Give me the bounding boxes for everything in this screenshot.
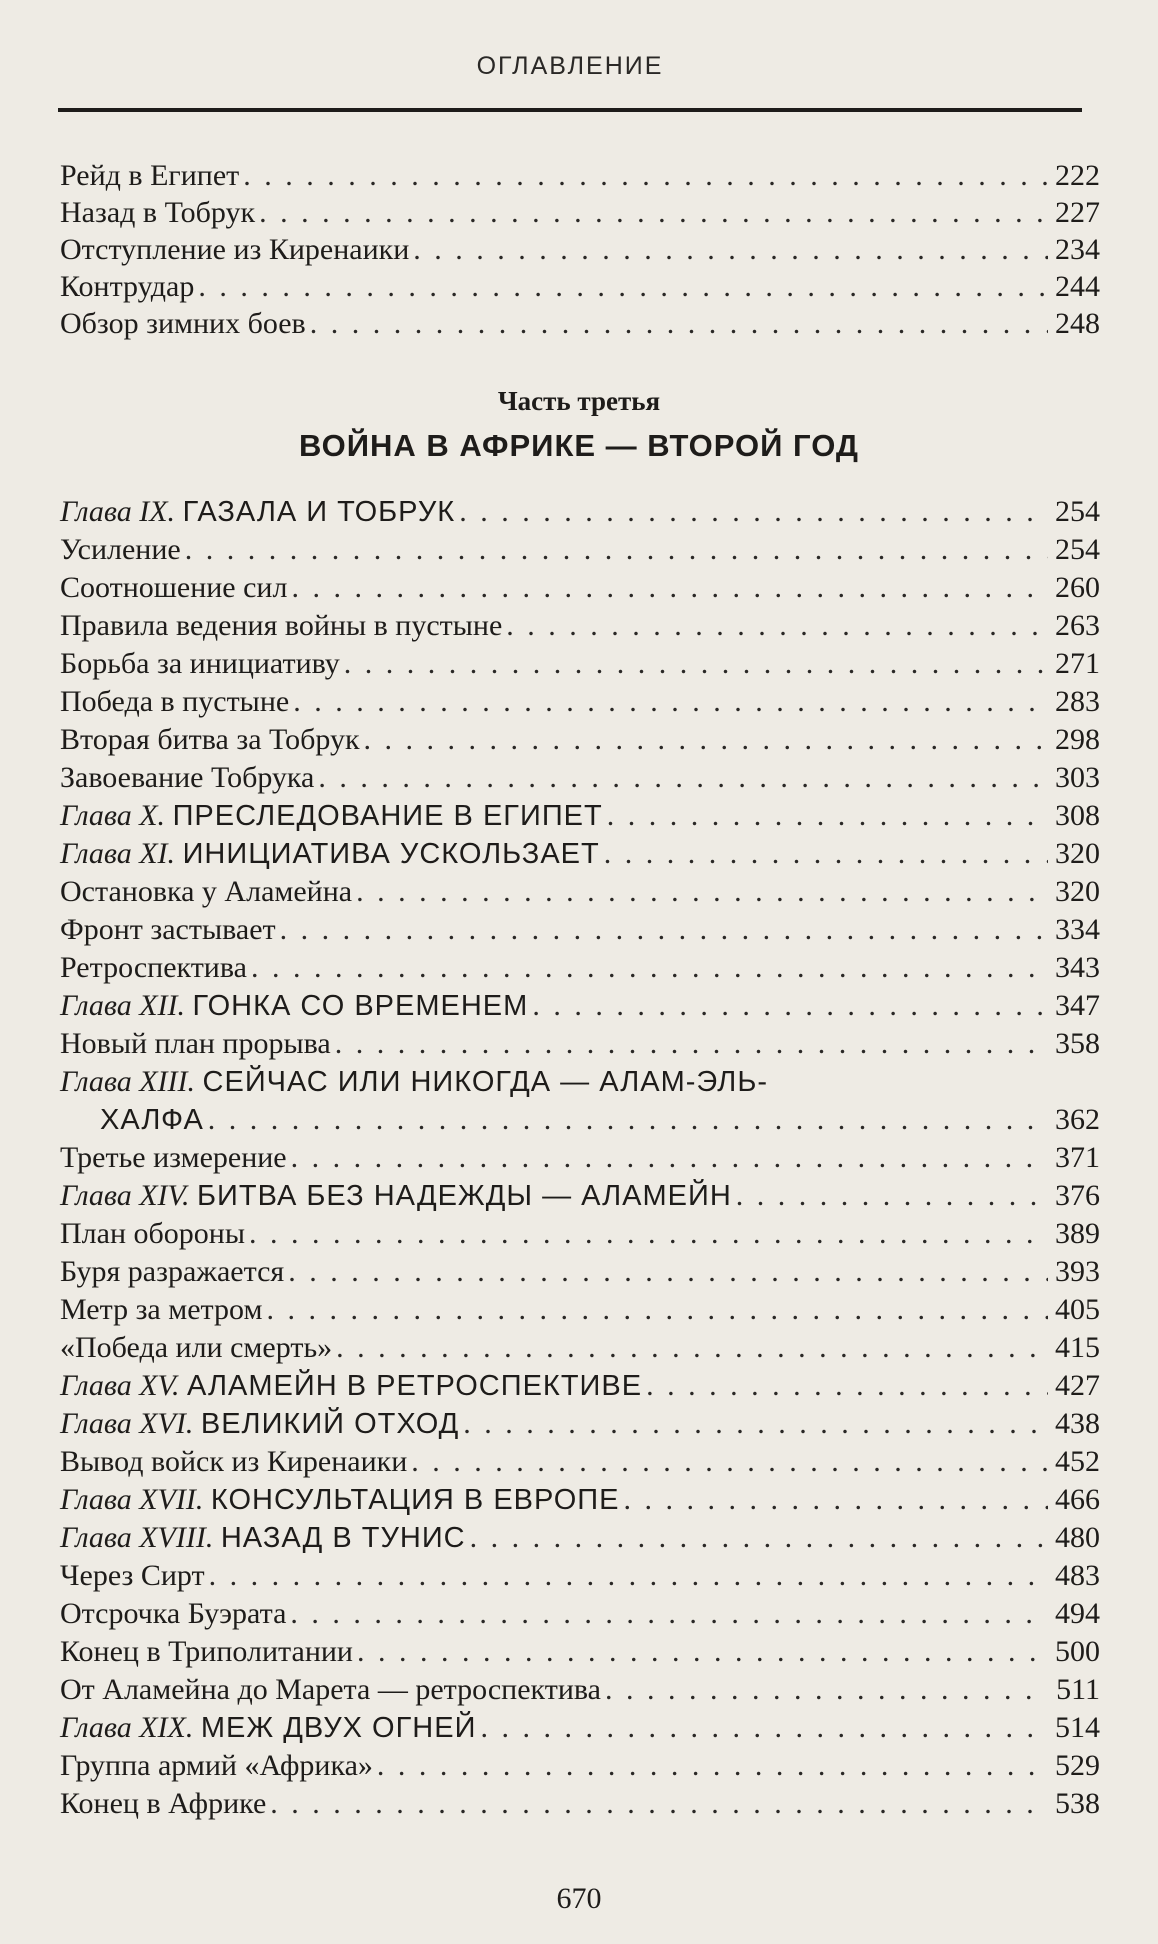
chapter-title: ВЕЛИКИЙ ОТХОД [200,1408,460,1440]
entry-label: Контрудар [60,270,195,303]
leader-dots [209,1557,1048,1595]
chapter-title: МЕЖ ДВУХ ОГНЕЙ [200,1712,477,1744]
leader-dots [185,531,1048,569]
leader-dots [463,1405,1048,1443]
toc-entry[interactable] [60,194,1100,232]
leader-dots [335,1025,1048,1063]
toc-entry[interactable] [60,1747,1100,1785]
entry-page: 248 [1055,307,1100,340]
entry-page: 514 [1055,1711,1100,1744]
entry-page: 271 [1055,647,1100,680]
entry-page: 483 [1055,1559,1100,1592]
entry-page: 320 [1055,837,1100,870]
entry-page: 334 [1055,913,1100,946]
entry-label: Обзор зимних боев [60,307,306,340]
entry-page: 227 [1055,196,1100,229]
entry-page: 376 [1055,1179,1100,1212]
leader-dots [280,911,1048,949]
toc-chapter[interactable] [60,1177,1100,1215]
chapter-title: ГАЗАЛА И ТОБРУК [182,496,456,528]
chapter-title: АЛАМЕЙН В РЕТРОСПЕКТИВЕ [187,1370,643,1402]
entry-page: 438 [1055,1407,1100,1440]
page-number: 670 [556,1882,602,1915]
entry-page: 371 [1055,1141,1100,1174]
entry-page: 427 [1055,1369,1100,1402]
entry-page: 529 [1055,1749,1100,1782]
entry-label: Через Сирт [60,1559,205,1592]
entry-label: Победа в пустыне [60,685,290,718]
leader-dots [291,1139,1048,1177]
entry-page: 393 [1055,1255,1100,1288]
entry-page: 452 [1055,1445,1100,1478]
leader-dots [459,493,1048,531]
entry-page: 347 [1055,989,1100,1022]
toc-chapter[interactable] [60,1405,1100,1443]
toc-chapter[interactable] [60,797,1100,835]
chapter-title: ПРЕСЛЕДОВАНИЕ В ЕГИПЕТ [172,800,603,832]
toc-entry[interactable] [60,683,1100,721]
entry-label: Борьба за инициативу [60,647,340,680]
entry-label: Ретроспектива [60,951,247,984]
chapter-title: СЕЙЧАС ИЛИ НИКОГДА — АЛАМ-ЭЛЬ- [202,1066,769,1098]
toc-entry[interactable] [60,1443,1100,1481]
entry-label: Правила ведения войны в пустыне [60,609,503,642]
leader-dots [290,1595,1048,1633]
entry-page: 283 [1055,685,1100,718]
leader-dots [646,1367,1048,1405]
entry-label: План обороны [60,1217,245,1250]
entry-page: 308 [1055,799,1100,832]
toc-entry[interactable] [60,1291,1100,1329]
leader-dots [293,683,1048,721]
leader-dots [336,1329,1048,1367]
entry-page: 254 [1055,533,1100,566]
entry-page: 222 [1055,159,1100,192]
entry-page: 303 [1055,761,1100,794]
chapter-label: Глава XII. [60,989,186,1022]
entry-label: От Аламейна до Марета — ретроспектива [60,1673,601,1706]
chapter-title-continuation: ХАЛФА [100,1104,204,1136]
toc-chapter-line1[interactable] [60,1063,1100,1101]
entry-page: 494 [1055,1597,1100,1630]
entry-page: 263 [1055,609,1100,642]
chapter-label: Глава XVII. [60,1483,204,1516]
toc-entry[interactable] [60,1329,1100,1367]
leader-dots [259,194,1048,232]
entry-label: Назад в Тобрук [60,196,256,229]
leader-dots [357,1633,1048,1671]
toc-entry[interactable] [60,911,1100,949]
entry-page: 415 [1055,1331,1100,1364]
leader-dots [604,835,1048,873]
toc-chapter[interactable] [60,1367,1100,1405]
chapter-label: Глава XIV. [60,1179,190,1212]
entry-label: Соотношение сил [60,571,288,604]
chapter-label: Глава XIII. [60,1065,196,1098]
entry-page: 405 [1055,1293,1100,1326]
toc-chapter[interactable] [60,1519,1100,1557]
leader-dots [506,607,1048,645]
entry-label: Вывод войск из Киренаики [60,1445,408,1478]
toc-entry[interactable] [60,305,1100,343]
toc-entry[interactable] [60,759,1100,797]
entry-page: 389 [1055,1217,1100,1250]
leader-dots [344,645,1048,683]
leader-dots [198,268,1048,306]
entry-label: Группа армий «Африка» [60,1749,373,1782]
leader-dots [266,1291,1048,1329]
toc-entry[interactable] [60,231,1100,269]
leader-dots [251,949,1048,987]
toc-entry[interactable] [60,949,1100,987]
leader-dots [249,1215,1048,1253]
leader-dots [623,1481,1048,1519]
entry-label: Остановка у Аламейна [60,875,353,908]
leader-dots [605,1671,1048,1709]
entry-label: Вторая битва за Тобрук [60,723,360,756]
chapter-label: Глава XV. [60,1369,180,1402]
leader-dots [470,1519,1048,1557]
entry-page: 343 [1055,951,1100,984]
chapter-title: ГОНКА СО ВРЕМЕНЕМ [192,990,529,1022]
toc-chapter[interactable] [60,1481,1100,1519]
chapter-label: Глава XVIII. [60,1521,214,1554]
entry-label: Конец в Триполитании [60,1635,353,1668]
leader-dots [310,305,1048,343]
toc-entry[interactable] [60,1595,1100,1633]
entry-label: Фронт застывает [60,913,276,946]
toc-chapter[interactable] [60,835,1100,873]
toc-chapter[interactable] [60,493,1100,531]
entry-label: Третье измерение [60,1141,287,1174]
chapter-label: Глава X. [60,799,166,832]
chapter-label: Глава XI. [60,837,176,870]
entry-page: 234 [1055,233,1100,266]
entry-label: Усиление [60,533,181,566]
chapter-title: ИНИЦИАТИВА УСКОЛЬЗАЕТ [182,838,600,870]
leader-dots [243,157,1048,195]
entry-page: 511 [1056,1673,1100,1706]
leader-dots [532,987,1048,1025]
entry-page: 480 [1055,1521,1100,1554]
leader-dots [318,759,1048,797]
page-header: ОГЛАВЛЕНИЕ [476,52,664,80]
entry-label: Буря разражается [60,1255,285,1288]
toc-entry[interactable] [60,268,1100,306]
leader-dots [480,1709,1048,1747]
header-rule [58,108,1082,112]
entry-label: «Победа или смерть» [60,1331,333,1364]
leader-dots [270,1785,1048,1823]
entry-page: 260 [1055,571,1100,604]
entry-label: Новый план прорыва [60,1027,331,1060]
entry-label: Рейд в Египет [60,159,240,192]
leader-dots [411,1443,1048,1481]
leader-dots [364,721,1048,759]
leader-dots [377,1747,1048,1785]
leader-dots [208,1101,1048,1139]
chapter-title: БИТВА БЕЗ НАДЕЖДЫ — АЛАМЕЙН [197,1180,732,1212]
toc-entry[interactable] [60,1215,1100,1253]
entry-page: 254 [1055,495,1100,528]
leader-dots [356,873,1048,911]
toc-entry[interactable] [60,1557,1100,1595]
toc-entry[interactable] [60,1633,1100,1671]
entry-page: 298 [1055,723,1100,756]
toc-chapter[interactable] [60,1709,1100,1747]
toc-entry[interactable] [60,645,1100,683]
entry-page: 358 [1055,1027,1100,1060]
chapter-title: НАЗАД В ТУНИС [220,1522,466,1554]
toc-entry[interactable] [60,873,1100,911]
toc-entry[interactable] [60,721,1100,759]
toc-entry[interactable] [60,157,1100,195]
leader-dots [413,231,1048,269]
entry-page: 244 [1055,270,1100,303]
part-subtitle: Часть третья [497,386,661,416]
toc-chapter[interactable] [60,987,1100,1025]
entry-page: 538 [1055,1787,1100,1820]
entry-label: Отсрочка Буэрата [60,1597,287,1630]
part-title: ВОЙНА В АФРИКЕ — ВТОРОЙ ГОД [299,428,859,463]
leader-dots [607,797,1048,835]
leader-dots [291,569,1048,607]
entry-page: 320 [1055,875,1100,908]
entry-label: Конец в Африке [60,1787,267,1820]
chapter-label: Глава XIX. [60,1711,194,1744]
entry-label: Отступление из Киренаики [60,233,410,266]
entry-page: 362 [1055,1103,1100,1136]
toc-entry[interactable] [60,531,1100,569]
entry-page: 466 [1055,1483,1100,1516]
chapter-title: КОНСУЛЬТАЦИЯ В ЕВРОПЕ [210,1484,620,1516]
toc-entry[interactable] [60,1139,1100,1177]
toc-entry[interactable] [60,1253,1100,1291]
toc-entry[interactable] [60,607,1100,645]
leader-dots [288,1253,1048,1291]
toc-entry[interactable] [60,1785,1100,1823]
toc-entry[interactable] [60,1025,1100,1063]
toc-chapter-line2[interactable] [60,1101,1100,1139]
entry-label: Метр за метром [60,1293,263,1326]
entry-label: Завоевание Тобрука [60,761,315,794]
chapter-label: Глава IX. [60,495,176,528]
toc-entry[interactable] [60,569,1100,607]
entry-page: 500 [1055,1635,1100,1668]
chapter-label: Глава XVI. [60,1407,194,1440]
leader-dots [736,1177,1048,1215]
toc-entry[interactable] [60,1671,1100,1709]
